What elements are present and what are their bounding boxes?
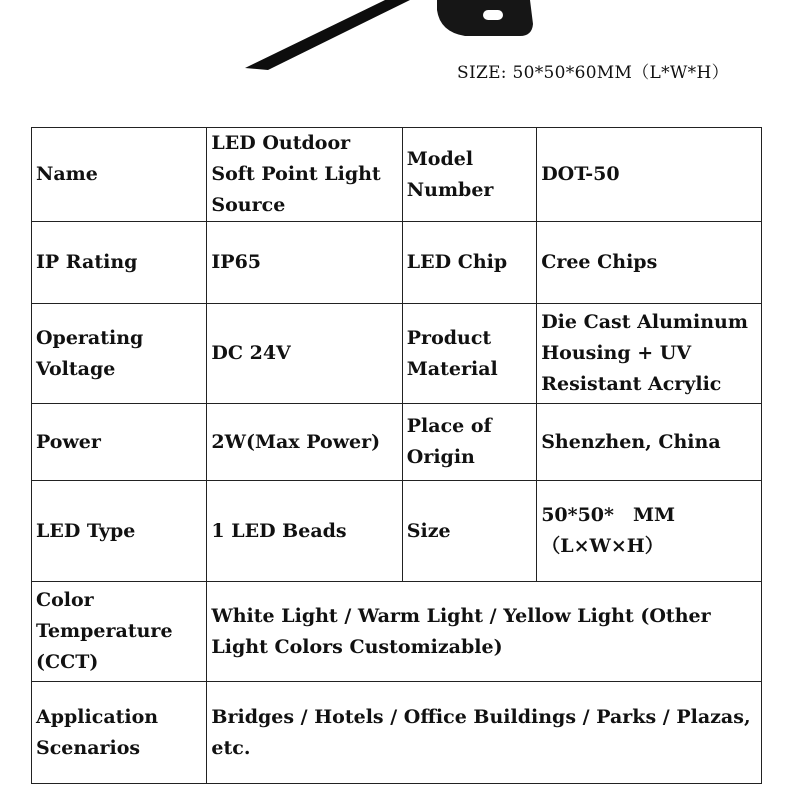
label-size: Size (402, 481, 536, 582)
label-name: Name (32, 128, 207, 222)
label-place-of-origin: Place of Origin (402, 404, 536, 481)
table-row (32, 404, 762, 481)
label-product-material: Product Material (402, 304, 536, 404)
table-row (32, 582, 762, 682)
label-color-temperature: Color Temperature (CCT) (32, 582, 207, 682)
value-product-material: Die Cast Aluminum Housing + UV Resistant Acrylic (537, 304, 762, 404)
table-row (32, 481, 762, 582)
label-led-type: LED Type (32, 481, 207, 582)
value-operating-voltage: DC 24V (207, 304, 402, 404)
value-model-number: DOT-50 (537, 128, 762, 222)
table-row (32, 128, 762, 222)
value-ip-rating: IP65 (207, 222, 402, 304)
label-operating-voltage: Operating Voltage (32, 304, 207, 404)
table-row (32, 304, 762, 404)
value-name: LED Outdoor Soft Point Light Source (207, 128, 402, 222)
table-row (32, 682, 762, 784)
label-power: Power (32, 404, 207, 481)
value-color-temperature: White Light / Warm Light / Yellow Light (Other Light Colors Customizable) (207, 582, 762, 682)
label-application-scenarios: Application Scenarios (32, 682, 207, 784)
value-place-of-origin: Shenzhen, China (537, 404, 762, 481)
spec-table (31, 127, 762, 784)
value-size: 50*50* MM （L×W×H） (537, 481, 762, 582)
table-row (32, 222, 762, 304)
value-application-scenarios: Bridges / Hotels / Office Buildings / Parks / Plazas, etc. (207, 682, 762, 784)
label-led-chip: LED Chip (402, 222, 536, 304)
label-model-number: Model Number (402, 128, 536, 222)
value-power: 2W(Max Power) (207, 404, 402, 481)
size-caption: SIZE: 50*50*60MM（L*W*H） (457, 63, 729, 83)
value-led-type: 1 LED Beads (207, 481, 402, 582)
value-led-chip: Cree Chips (537, 222, 762, 304)
label-ip-rating: IP Rating (32, 222, 207, 304)
